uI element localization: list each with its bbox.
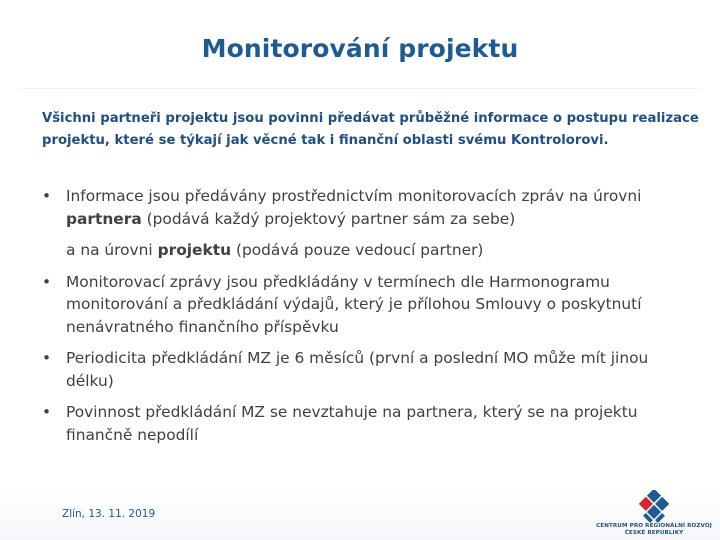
footer-date: Zlín, 13. 11. 2019 xyxy=(62,508,156,520)
bullet-marker: • xyxy=(42,403,52,421)
bullet-text-part: a na úrovni xyxy=(66,241,158,259)
bullet-text: Periodicita předkládání MZ je 6 měsíců (první a poslední MO může mít jinou délku) xyxy=(66,349,649,390)
bullet-emphasis: partnera xyxy=(66,209,142,228)
title-divider xyxy=(20,88,700,89)
crr-logo-mark xyxy=(590,490,718,524)
bullet-marker: • xyxy=(42,349,52,367)
bullet-text-part: (podává každý projektový partner sám za sebe) xyxy=(141,209,516,228)
logo-text-line2: ČESKÉ REPUBLIKY xyxy=(624,530,684,536)
slide-title: Monitorování projektu xyxy=(201,34,519,63)
bullet-text-part: Informace jsou předávány prostřednictvím monitorovacích zpráv na úrovni xyxy=(66,187,642,205)
bullet-text: Povinnost předkládání MZ se nevztahuje na partnera, který se na projektu finančně nepodílí xyxy=(66,403,638,444)
bullet-item xyxy=(42,185,692,262)
bullet-marker: • xyxy=(42,187,52,205)
bullet-item xyxy=(42,271,692,339)
bullet-list xyxy=(42,185,692,455)
bullet-emphasis: projektu xyxy=(157,241,232,259)
bullet-text-part: (podává pouze vedoucí partner) xyxy=(231,241,484,259)
bullet-item xyxy=(42,401,692,446)
crr-logo xyxy=(590,490,718,540)
bullet-text: Monitorovací zprávy jsou předkládány v termínech dle Harmonogramu monitorování a předkládání výdajů, který je přílohou Smlouvy o poskytnutí nenávratného finančního příspěvku xyxy=(66,272,642,336)
bullet-continuation xyxy=(66,239,692,262)
intro-paragraph: Všichni partneři projektu jsou povinni předávat průběžné informace o postupu realizace projektu, které se týkají jak věcné tak i finanční oblasti svému Kontrolorovi. xyxy=(42,111,699,148)
bullet-marker: • xyxy=(42,272,52,291)
bullet-text xyxy=(66,187,641,228)
bullet-item xyxy=(42,347,692,392)
logo-text-line1: CENTRUM PRO REGIONÁLNÍ ROZVOJ xyxy=(596,523,712,529)
